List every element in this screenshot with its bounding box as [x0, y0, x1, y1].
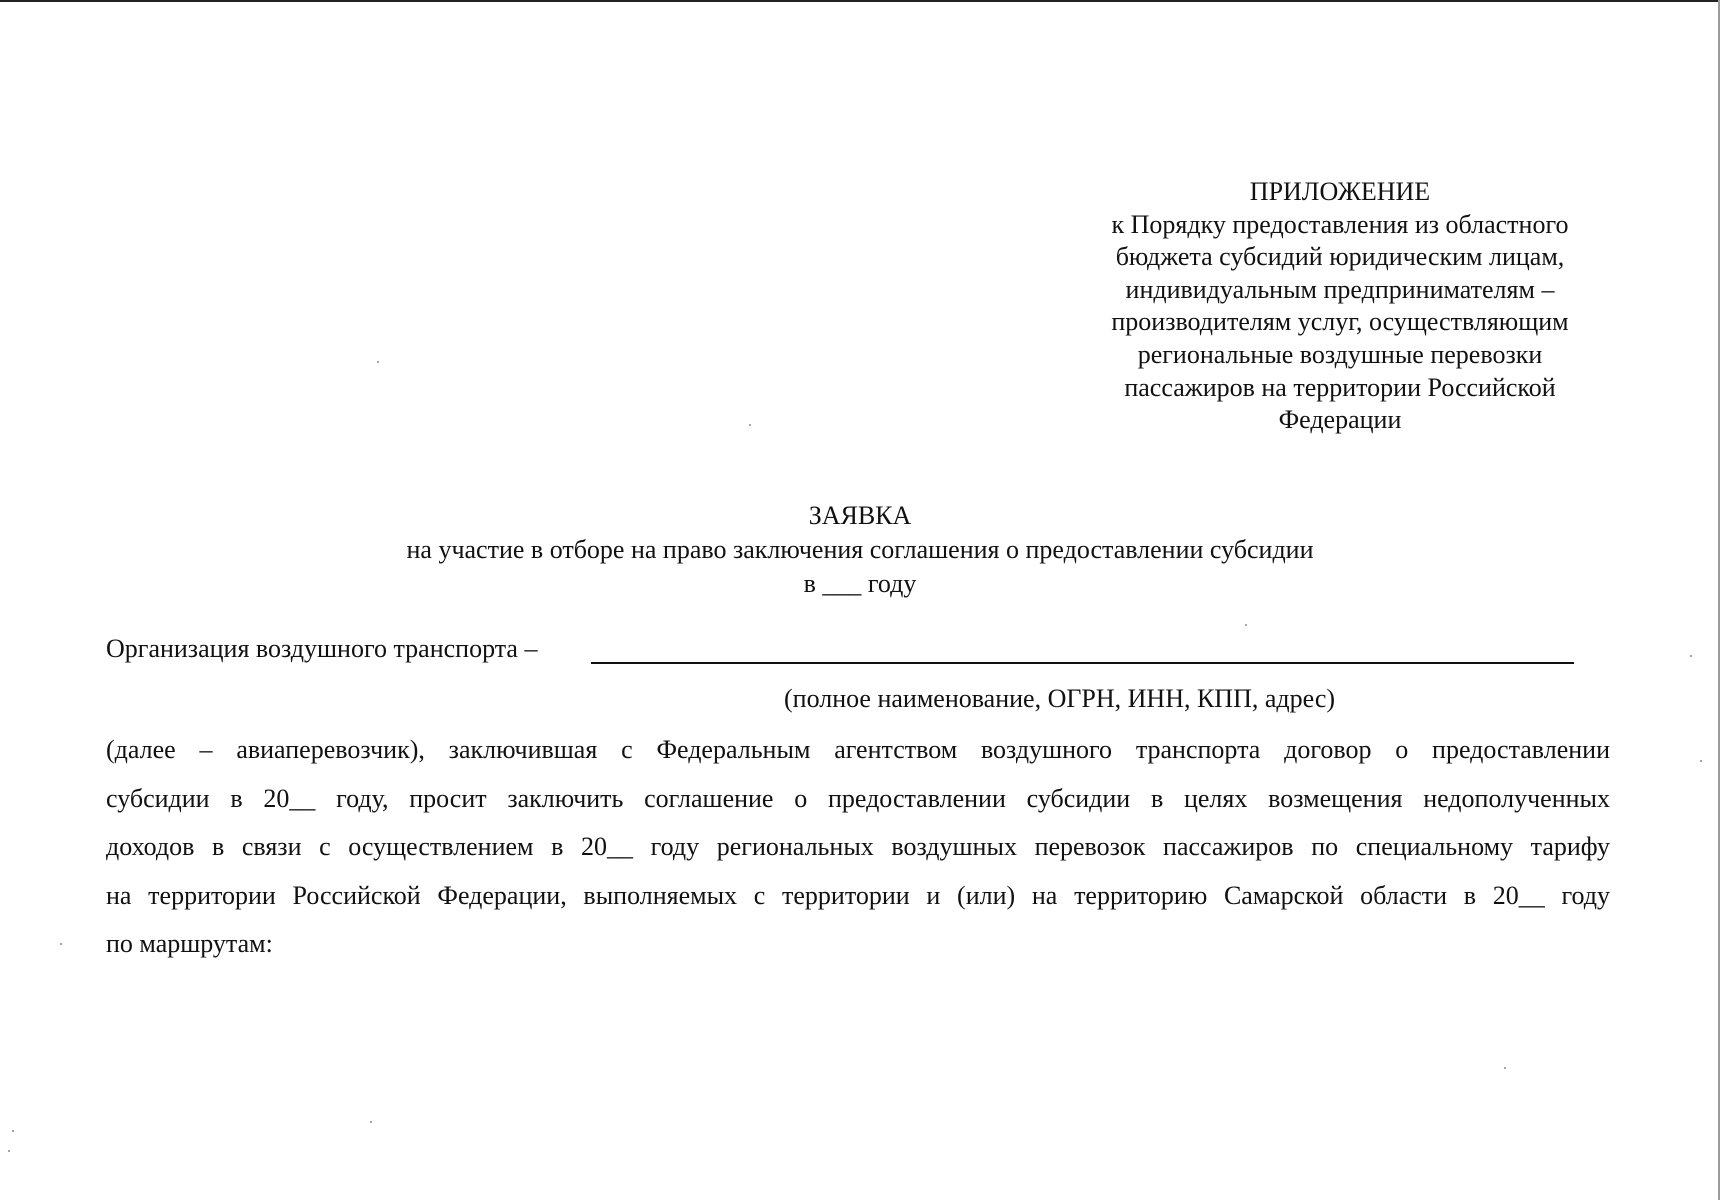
appendix-line: Федерации: [1278, 405, 1402, 435]
appendix-line: производителям услуг, осуществляющим: [1111, 307, 1569, 337]
body-text-line: на территории Российской Федерации, выполняемых с территории и (или) на территорию Самарской области в 20__ году: [106, 880, 1610, 910]
scan-speck: [1245, 624, 1247, 626]
document-subtitle: на участие в отборе на право заключения соглашения о предоставлении субсидии: [406, 535, 1314, 564]
scan-speck: [1504, 1067, 1506, 1069]
application-body-text: [106, 726, 1610, 969]
scan-speck: [1690, 655, 1692, 657]
scan-top-edge: [0, 0, 1720, 2]
appendix-title: ПРИЛОЖЕНИЕ: [1249, 177, 1431, 206]
body-text-line: (далее – авиаперевозчик), заключившая с Федеральным агентством воздушного транспорта договор о предоставлении: [106, 735, 1610, 764]
scan-speck: [8, 1150, 10, 1152]
document-heading: [0, 499, 1720, 601]
appendix-line: индивидуальным предпринимателям –: [1125, 274, 1555, 304]
appendix-line: пассажиров на территории Российской: [1124, 372, 1556, 402]
scan-speck: [370, 1121, 372, 1123]
document-year-line: в ___ году: [803, 569, 917, 598]
scan-speck: [60, 943, 62, 945]
scan-speck: [12, 1130, 14, 1132]
organization-label: Организация воздушного транспорта –: [106, 634, 538, 663]
body-text-line: субсидии в 20__ году, просит заключить соглашение о предоставлении субсидии в целях возмещения недополученных: [106, 783, 1610, 813]
appendix-line: региональные воздушные перевозки: [1137, 339, 1543, 369]
organization-blank-field[interactable]: [591, 661, 1574, 664]
scan-speck: [749, 424, 751, 426]
scan-speck: [1700, 760, 1702, 762]
appendix-line: бюджета субсидий юридическим лицам,: [1115, 242, 1565, 272]
body-text-line: по маршрутам:: [106, 929, 273, 958]
body-text-line: доходов в связи с осуществлением в 20__ году региональных воздушных перевозок пассажиров по специальному тарифу: [106, 832, 1610, 861]
organization-row: [106, 631, 1576, 667]
scan-speck: [377, 361, 379, 363]
appendix-line: к Порядку предоставления из областного: [1111, 209, 1569, 239]
document-title: ЗАЯВКА: [808, 501, 912, 530]
appendix-block: [1020, 176, 1660, 437]
organization-field-caption: (полное наименование, ОГРН, ИНН, КПП, адрес): [784, 684, 1336, 713]
